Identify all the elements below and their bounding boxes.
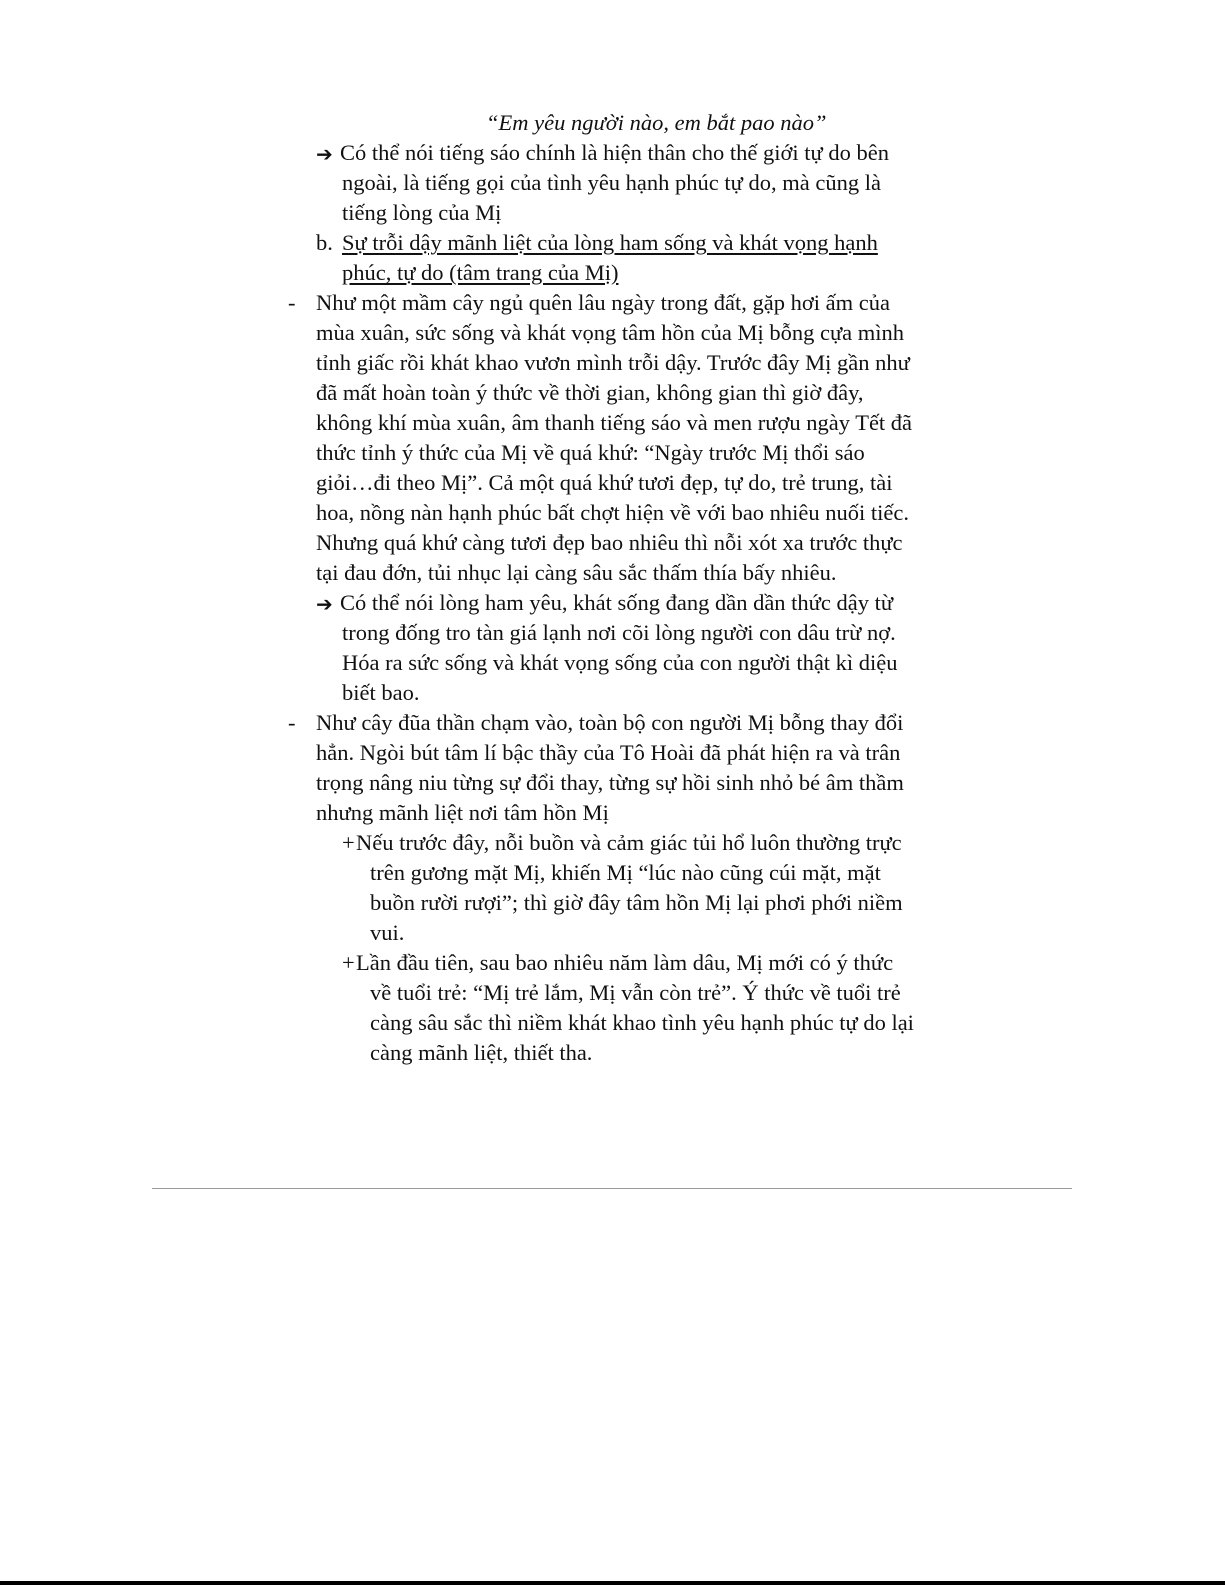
subpoint1-line-4: vui. [370, 920, 405, 945]
paragraph1-line-6: thức tỉnh ý thức của Mị về quá khứ: “Ngày trước Mị thổi sáo [316, 440, 865, 465]
subpoint1-line-3: buồn rười rượi”; thì giờ đây tâm hồn Mị lại phơi phới niềm [370, 890, 903, 915]
bullet-dash-2: - [288, 710, 296, 735]
bullet-dash-1: - [288, 290, 296, 315]
paragraph1-line-1: Như một mầm cây ngủ quên lâu ngày trong đất, gặp hơi ấm của [316, 290, 890, 315]
paragraph1-line-10: tại đau đớn, tủi nhục lại càng sâu sắc thấm thía bấy nhiêu. [316, 560, 837, 585]
plus-marker-2: + [342, 950, 355, 975]
paragraph1-line-3: tỉnh giấc rồi khát khao vươn mình trỗi dậy. Trước đây Mị gần như [316, 350, 910, 375]
conclusion2-line-4: biết bao. [342, 680, 420, 705]
subpoint1-line-1: Nếu trước đây, nỗi buồn và cảm giác tủi hổ luôn thường trực [356, 830, 902, 855]
subpoint2-line-2: về tuổi trẻ: “Mị trẻ lắm, Mị vẫn còn trẻ”. Ý thức về tuổi trẻ [370, 980, 901, 1005]
conclusion1-line-1: Có thể nói tiếng sáo chính là hiện thân cho thế giới tự do bên [340, 140, 889, 165]
subpoint2-line-4: càng mãnh liệt, thiết tha. [370, 1040, 593, 1065]
arrow-icon: ➔ [316, 592, 333, 616]
paragraph1-line-5: không khí mùa xuân, âm thanh tiếng sáo và men rượu ngày Tết đã [316, 410, 913, 435]
section-b-marker: b. [316, 230, 333, 255]
section-b-heading-line-2: phúc, tự do (tâm trang của Mị) [342, 260, 619, 285]
arrow-icon: ➔ [316, 142, 333, 166]
paragraph2-line-1: Như cây đũa thần chạm vào, toàn bộ con người Mị bỗng thay đổi [316, 710, 904, 735]
quote-line: “Em yêu người nào, em bắt pao nào” [486, 110, 827, 135]
plus-marker-1: + [342, 830, 355, 855]
paragraph2-line-4: nhưng mãnh liệt nơi tâm hồn Mị [316, 800, 609, 825]
conclusion1-line-2: ngoài, là tiếng gọi của tình yêu hạnh phúc tự do, mà cũng là [342, 170, 881, 195]
conclusion2-line-3: Hóa ra sức sống và khát vọng sống của con người thật kì diệu [342, 650, 898, 675]
paragraph1-line-9: Nhưng quá khứ càng tươi đẹp bao nhiêu thì nỗi xót xa trước thực [316, 530, 903, 555]
conclusion2-line-1: Có thể nói lòng ham yêu, khát sống đang dần dần thức dậy từ [340, 590, 894, 615]
paragraph1-line-8: hoa, nồng nàn hạnh phúc bất chợt hiện về với bao nhiêu nuối tiếc. [316, 500, 910, 525]
paragraph1-line-7: giỏi…đi theo Mị”. Cả một quá khứ tươi đẹp, tự do, trẻ trung, tài [316, 470, 893, 495]
paragraph2-line-2: hẳn. Ngòi bút tâm lí bậc thầy của Tô Hoài đã phát hiện ra và trân [316, 740, 901, 765]
subpoint1-line-2: trên gương mặt Mị, khiến Mị “lúc nào cũng cúi mặt, mặt [370, 860, 881, 885]
conclusion1-line-3: tiếng lòng của Mị [342, 200, 502, 225]
paragraph1-line-2: mùa xuân, sức sống và khát vọng tâm hồn của Mị bỗng cựa mình [316, 320, 905, 345]
page-divider [152, 1188, 1072, 1189]
paragraph2-line-3: trọng nâng niu từng sự đổi thay, từng sự hồi sinh nhỏ bé âm thầm [316, 770, 904, 795]
subpoint2-line-3: càng sâu sắc thì niềm khát khao tình yêu hạnh phúc tự do lại [370, 1010, 914, 1035]
bottom-edge [0, 1581, 1225, 1585]
subpoint2-line-1: Lần đầu tiên, sau bao nhiêu năm làm dâu, Mị mới có ý thức [356, 950, 894, 975]
conclusion2-line-2: trong đống tro tàn giá lạnh nơi cõi lòng người con dâu trừ nợ. [342, 620, 896, 645]
section-b-heading-line-1: Sự trỗi dậy mãnh liệt của lòng ham sống và khát vọng hạnh [342, 230, 878, 255]
paragraph1-line-4: đã mất hoàn toàn ý thức về thời gian, không gian thì giờ đây, [316, 380, 864, 405]
